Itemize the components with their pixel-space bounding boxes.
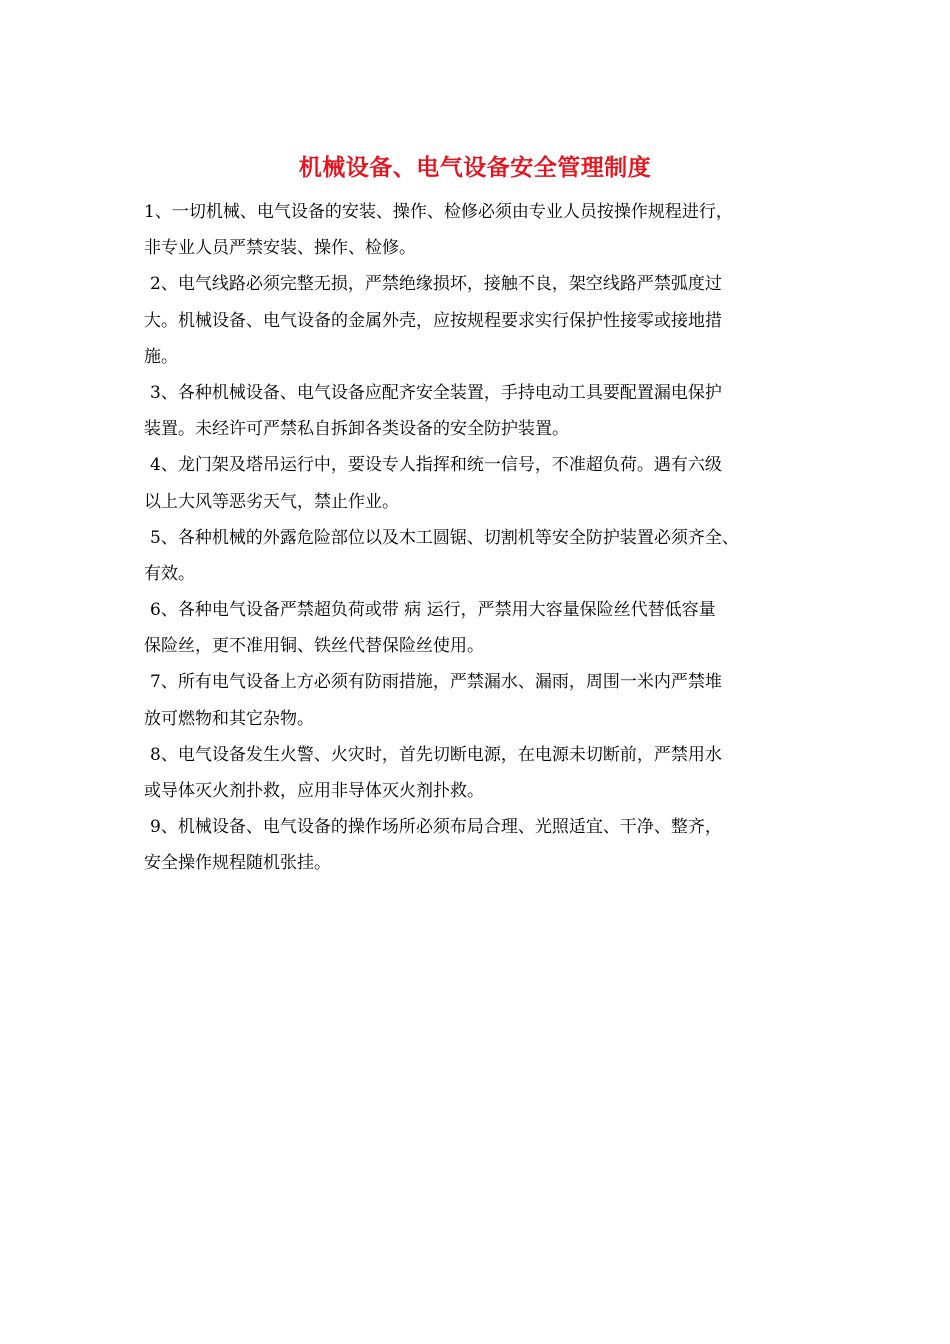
paragraph-line: 4、龙门架及塔吊运行中，要设专人指挥和统一信号，不准超负荷。遇有六级 (150, 455, 722, 476)
paragraph-line: 8、电气设备发生火警、火灾时，首先切断电源，在电源未切断前，严禁用水 (150, 744, 722, 765)
paragraph-1 (144, 194, 824, 266)
paragraph-6 (144, 592, 824, 664)
paragraph-2 (144, 266, 824, 375)
paragraph-line: 非专业人员严禁安装、操作、检修。 (144, 238, 416, 259)
paragraph-line: 有效。 (144, 563, 195, 584)
paragraph-line: 以上大风等恶劣天气，禁止作业。 (144, 491, 399, 512)
document-body (144, 194, 824, 882)
paragraph-line: 6、各种电气设备严禁超负荷或带 病 运行，严禁用大容量保险丝代替低容量 (150, 600, 716, 621)
paragraph-4 (144, 447, 824, 519)
paragraph-line: 保险丝，更不准用铜、铁丝代替保险丝使用。 (144, 636, 484, 657)
paragraph-line: 装置。未经许可严禁私自拆卸各类设备的安全防护装置。 (144, 419, 569, 440)
document-title: 机械设备、电气设备安全管理制度 (298, 155, 652, 181)
paragraph-line: 放可燃物和其它杂物。 (144, 708, 314, 729)
paragraph-line: 9、机械设备、电气设备的操作场所必须布局合理、光照适宜、干净、整齐， (150, 817, 722, 838)
paragraph-line: 1、一切机械、电气设备的安装、操作、检修必须由专业人员按操作规程进行， (144, 202, 733, 222)
paragraph-7 (144, 664, 824, 736)
paragraph-line: 2、电气线路必须完整无损，严禁绝缘损坏，接触不良，架空线路严禁弧度过 (150, 274, 722, 295)
paragraph-line: 或导体灭火剂扑救，应用非导体灭火剂扑救。 (144, 781, 484, 801)
paragraph-line: 3、各种机械设备、电气设备应配齐安全装置，手持电动工具要配置漏电保护 (150, 382, 722, 403)
paragraph-8 (144, 737, 824, 809)
paragraph-line: 安全操作规程随机张挂。 (144, 853, 331, 874)
paragraph-line: 施。 (144, 346, 178, 367)
paragraph-line: 7、所有电气设备上方必须有防雨措施，严禁漏水、漏雨，周围一米内严禁堆 (150, 672, 722, 693)
paragraph-line: 大。机械设备、电气设备的金属外壳，应按规程要求实行保护性接零或接地措 (144, 310, 722, 331)
paragraph-3 (144, 375, 824, 447)
paragraph-line: 5、各种机械的外露危险部位以及木工圆锯、切割机等安全防护装置必须齐全、 (150, 527, 739, 548)
paragraph-5 (144, 520, 824, 592)
paragraph-9 (144, 809, 824, 881)
